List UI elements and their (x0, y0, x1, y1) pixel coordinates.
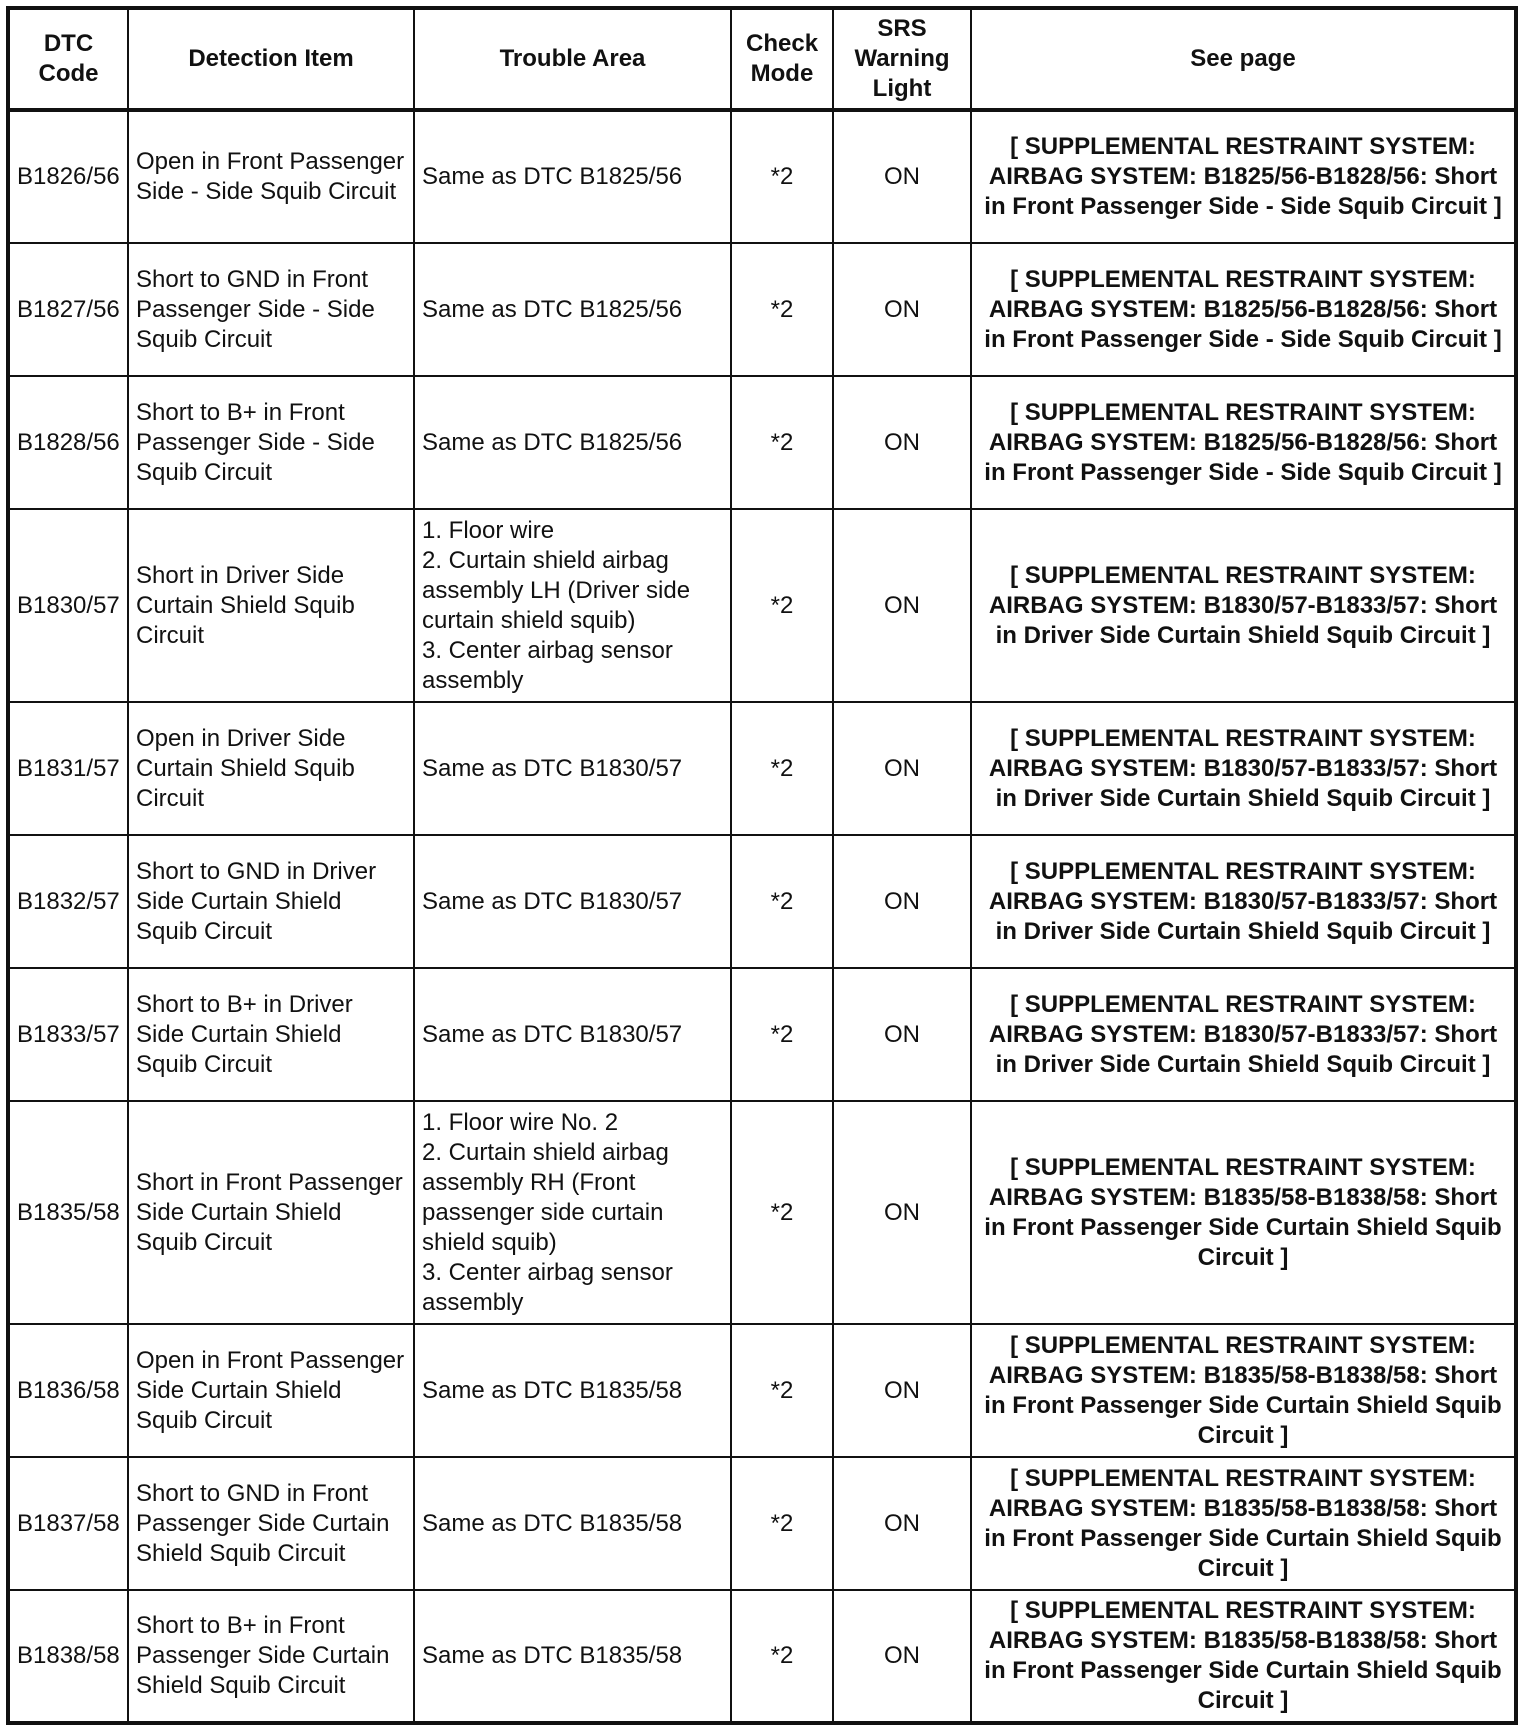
srs-warning-light-cell: ON (833, 509, 971, 702)
see-page-cell: [ SUPPLEMENTAL RESTRAINT SYSTEM: AIRBAG SYSTEM: B1835/58-B1838/58: Short in Front Passenger Side Curtain Shield Squib Circuit ] (971, 1324, 1516, 1457)
dtc-code-cell: B1837/58 (8, 1457, 128, 1590)
detection-item-cell: Open in Front Passenger Side - Side Squib Circuit (128, 110, 414, 243)
trouble-area-line: Same as DTC B1825/56 (422, 163, 683, 190)
dtc-code-cell: B1838/58 (8, 1590, 128, 1723)
srs-warning-light-cell: ON (833, 376, 971, 509)
detection-item-cell: Open in Driver Side Curtain Shield Squib Circuit (128, 702, 414, 835)
trouble-area-cell (414, 968, 731, 1101)
table-row (8, 1101, 1516, 1324)
see-page-cell: [ SUPPLEMENTAL RESTRAINT SYSTEM: AIRBAG SYSTEM: B1830/57-B1833/57: Short in Driver Side Curtain Shield Squib Circuit ] (971, 835, 1516, 968)
header-dtc-code: DTC Code (8, 8, 128, 110)
detection-item-cell: Open in Front Passenger Side Curtain Shield Squib Circuit (128, 1324, 414, 1457)
see-page-cell: [ SUPPLEMENTAL RESTRAINT SYSTEM: AIRBAG SYSTEM: B1835/58-B1838/58: Short in Front Passenger Side Curtain Shield Squib Circuit ] (971, 1101, 1516, 1324)
trouble-area-cell (414, 835, 731, 968)
detection-item-cell: Short to GND in Front Passenger Side Curtain Shield Squib Circuit (128, 1457, 414, 1590)
srs-warning-light-cell: ON (833, 835, 971, 968)
trouble-area-line: 3. Center airbag sensor assembly (422, 1258, 673, 1316)
srs-warning-light-cell: ON (833, 1457, 971, 1590)
dtc-code-cell: B1833/57 (8, 968, 128, 1101)
table-row (8, 376, 1516, 509)
table-row (8, 1590, 1516, 1723)
check-mode-cell: *2 (731, 1324, 833, 1457)
detection-item-cell: Short to B+ in Front Passenger Side Curtain Shield Squib Circuit (128, 1590, 414, 1723)
trouble-area-line: 1. Floor wire No. 2 (422, 1108, 619, 1136)
srs-warning-light-cell: ON (833, 968, 971, 1101)
detection-item-cell: Short to B+ in Driver Side Curtain Shield Squib Circuit (128, 968, 414, 1101)
srs-warning-light-cell: ON (833, 1101, 971, 1324)
trouble-area-line: Same as DTC B1830/57 (422, 887, 683, 915)
header-srs-warning-light: SRS Warning Light (833, 8, 971, 110)
see-page-cell: [ SUPPLEMENTAL RESTRAINT SYSTEM: AIRBAG SYSTEM: B1835/58-B1838/58: Short in Front Passenger Side Curtain Shield Squib Circuit ] (971, 1590, 1516, 1723)
trouble-area-line: Same as DTC B1825/56 (422, 428, 683, 456)
trouble-area-cell (414, 1324, 731, 1457)
srs-warning-light-cell: ON (833, 702, 971, 835)
check-mode-cell: *2 (731, 1590, 833, 1723)
trouble-area-line: 2. Curtain shield airbag assembly LH (Driver side curtain shield squib) (422, 546, 691, 634)
see-page-cell: [ SUPPLEMENTAL RESTRAINT SYSTEM: AIRBAG SYSTEM: B1830/57-B1833/57: Short in Driver Side Curtain Shield Squib Circuit ] (971, 702, 1516, 835)
header-trouble-area: Trouble Area (414, 8, 731, 110)
check-mode-cell: *2 (731, 702, 833, 835)
trouble-area-cell (414, 110, 731, 243)
srs-warning-light-cell: ON (833, 1590, 971, 1723)
dtc-code-cell: B1836/58 (8, 1324, 128, 1457)
srs-warning-light-cell: ON (833, 243, 971, 376)
dtc-code-cell: B1828/56 (8, 376, 128, 509)
detection-item-cell: Short to GND in Driver Side Curtain Shield Squib Circuit (128, 835, 414, 968)
dtc-table (6, 6, 1518, 1725)
table-row (8, 243, 1516, 376)
trouble-area-line: Same as DTC B1830/57 (422, 1020, 683, 1048)
table-body (8, 110, 1516, 1723)
trouble-area-cell (414, 376, 731, 509)
see-page-cell: [ SUPPLEMENTAL RESTRAINT SYSTEM: AIRBAG SYSTEM: B1825/56-B1828/56: Short in Front Passenger Side - Side Squib Circuit ] (971, 110, 1516, 243)
trouble-area-line: Same as DTC B1835/58 (422, 1376, 683, 1404)
dtc-code-cell: B1827/56 (8, 243, 128, 376)
header-see-page: See page (971, 8, 1516, 110)
detection-item-cell: Short to GND in Front Passenger Side - Side Squib Circuit (128, 243, 414, 376)
trouble-area-line: 3. Center airbag sensor assembly (422, 636, 673, 694)
dtc-code-cell: B1826/56 (8, 110, 128, 243)
see-page-cell: [ SUPPLEMENTAL RESTRAINT SYSTEM: AIRBAG SYSTEM: B1830/57-B1833/57: Short in Driver Side Curtain Shield Squib Circuit ] (971, 968, 1516, 1101)
see-page-cell: [ SUPPLEMENTAL RESTRAINT SYSTEM: AIRBAG SYSTEM: B1835/58-B1838/58: Short in Front Passenger Side Curtain Shield Squib Circuit ] (971, 1457, 1516, 1590)
check-mode-cell: *2 (731, 376, 833, 509)
table-header-row (8, 8, 1516, 110)
see-page-cell: [ SUPPLEMENTAL RESTRAINT SYSTEM: AIRBAG SYSTEM: B1825/56-B1828/56: Short in Front Passenger Side - Side Squib Circuit ] (971, 243, 1516, 376)
check-mode-cell: *2 (731, 1101, 833, 1324)
check-mode-cell: *2 (731, 1457, 833, 1590)
trouble-area-cell (414, 702, 731, 835)
trouble-area-cell (414, 509, 731, 702)
srs-warning-light-cell: ON (833, 110, 971, 243)
dtc-code-cell: B1835/58 (8, 1101, 128, 1324)
trouble-area-line: Same as DTC B1825/56 (422, 295, 683, 323)
check-mode-cell: *2 (731, 243, 833, 376)
see-page-cell: [ SUPPLEMENTAL RESTRAINT SYSTEM: AIRBAG SYSTEM: B1830/57-B1833/57: Short in Driver Side Curtain Shield Squib Circuit ] (971, 509, 1516, 702)
srs-warning-light-cell: ON (833, 1324, 971, 1457)
dtc-code-cell: B1831/57 (8, 702, 128, 835)
detection-item-cell: Short in Front Passenger Side Curtain Shield Squib Circuit (128, 1101, 414, 1324)
detection-item-cell: Short in Driver Side Curtain Shield Squib Circuit (128, 509, 414, 702)
table-row (8, 702, 1516, 835)
header-detection-item: Detection Item (128, 8, 414, 110)
trouble-area-line: Same as DTC B1835/58 (422, 1642, 683, 1669)
trouble-area-cell (414, 1590, 731, 1723)
trouble-area-line: 2. Curtain shield airbag assembly RH (Front passenger side curtain shield squib) (422, 1138, 669, 1256)
table-row (8, 509, 1516, 702)
check-mode-cell: *2 (731, 110, 833, 243)
trouble-area-cell (414, 1457, 731, 1590)
trouble-area-cell (414, 1101, 731, 1324)
check-mode-cell: *2 (731, 835, 833, 968)
table-row (8, 110, 1516, 243)
detection-item-cell: Short to B+ in Front Passenger Side - Side Squib Circuit (128, 376, 414, 509)
table-row (8, 968, 1516, 1101)
dtc-code-cell: B1830/57 (8, 509, 128, 702)
trouble-area-line: Same as DTC B1835/58 (422, 1509, 683, 1537)
table-row (8, 835, 1516, 968)
trouble-area-line: Same as DTC B1830/57 (422, 754, 683, 782)
trouble-area-cell (414, 243, 731, 376)
see-page-cell: [ SUPPLEMENTAL RESTRAINT SYSTEM: AIRBAG SYSTEM: B1825/56-B1828/56: Short in Front Passenger Side - Side Squib Circuit ] (971, 376, 1516, 509)
check-mode-cell: *2 (731, 968, 833, 1101)
trouble-area-line: 1. Floor wire (422, 516, 555, 544)
table-row (8, 1457, 1516, 1590)
check-mode-cell: *2 (731, 509, 833, 702)
header-check-mode: Check Mode (731, 8, 833, 110)
table-row (8, 1324, 1516, 1457)
dtc-code-cell: B1832/57 (8, 835, 128, 968)
